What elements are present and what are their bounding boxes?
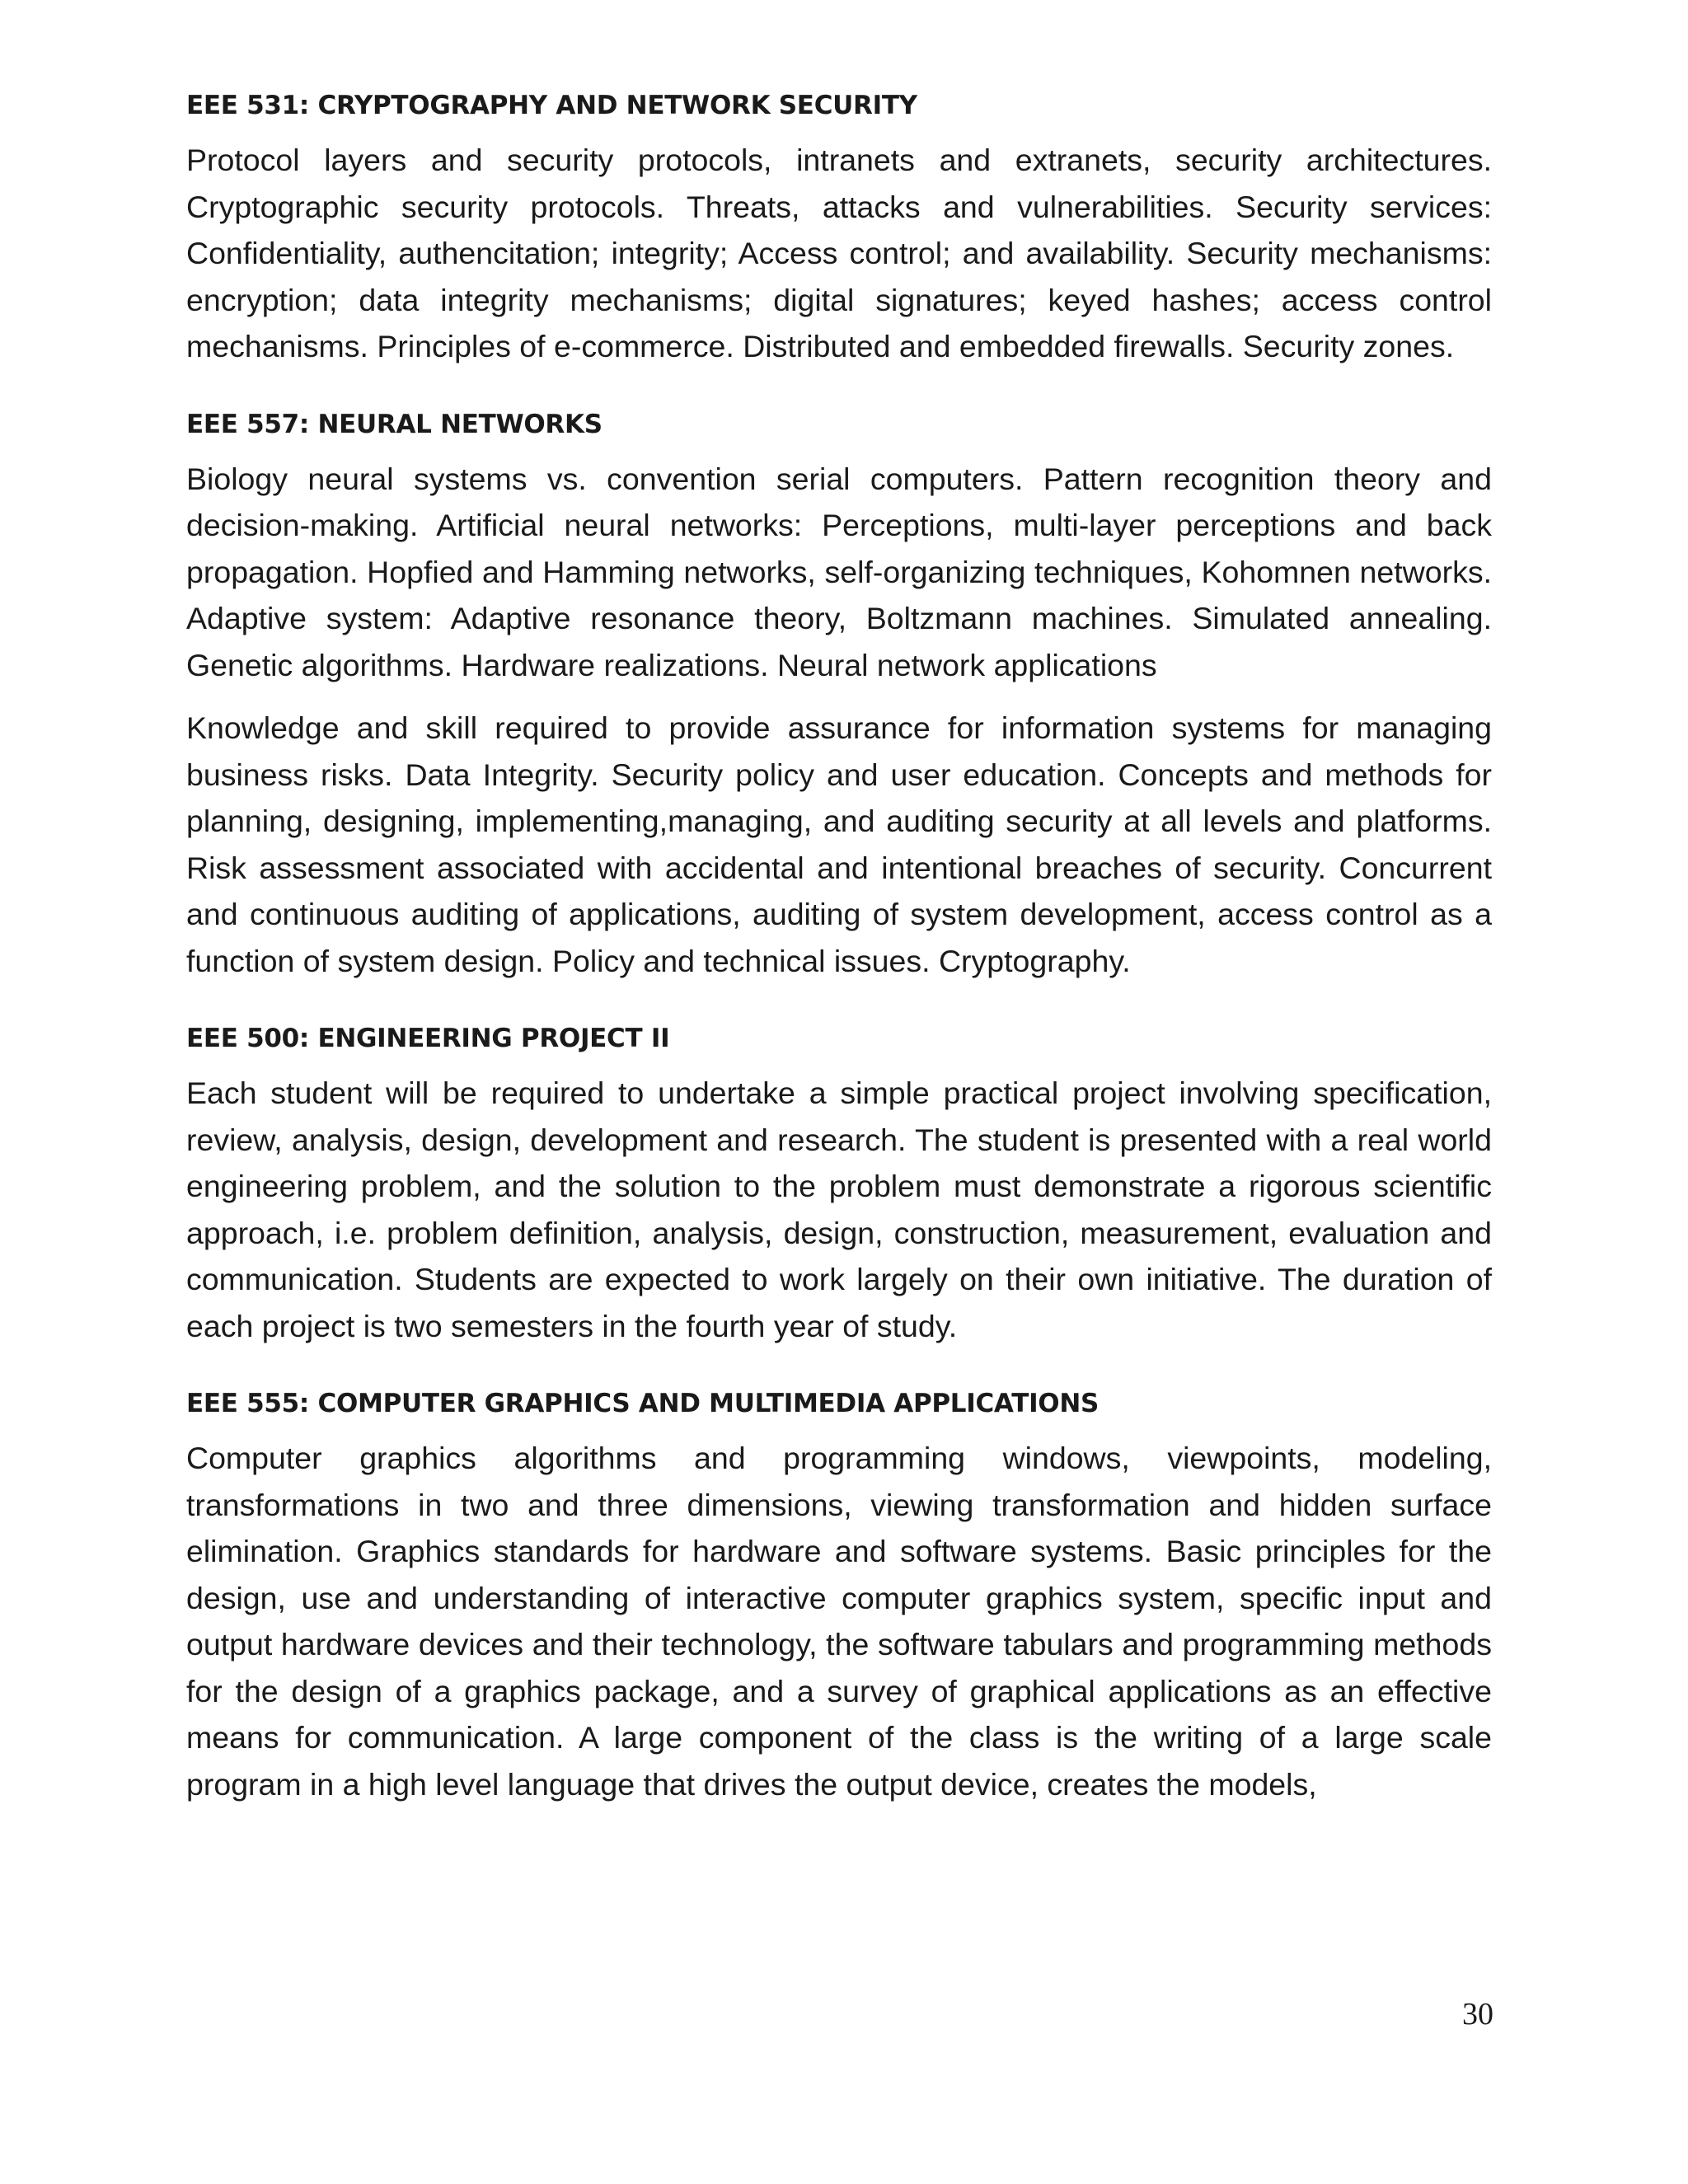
section-gap [186,387,1492,405]
course-description: Computer graphics algorithms and programming windows, viewpoints, modeling, transformations in two and three dimensions, viewing transformation and hidden surface elimination. Graphics standards for hardware and software systems. Basic principles for the design, use and understanding of interactive computer graphics system, specific input and output hardware devices and their technology, the software tabulars and programming methods for the design of a graphics package, and a survey of graphical applications as an effective means for communication. A large component of the class is the writing of a large scale program in a high level language that drives the output device, creates the models, [186,1441,1492,1802]
course-section-eee500 [186,1019,1492,1349]
course-description: Each student will be required to undertake a simple practical project involving specification, review, analysis, design, development and research. The student is presented with a real world engineering problem, and the solution to the problem must demonstrate a rigorous scientific approach, i.e. problem definition, analysis, design, construction, measurement, evaluation and communication. Students are expected to work largely on their own initiative. The duration of each project is two semesters in the fourth year of study. [186,1076,1492,1343]
course-description: Protocol layers and security protocols, intranets and extranets, security architectures. Cryptographic security protocols. Threats, attacks and vulnerabilities. Security services: Confidentiality, authencitation; integrity; Access control; and availability. Security mechanisms: encryption; data integrity mechanisms; digital signatures; keyed hashes; access control mechanisms. Principles of e-commerce. Distributed and embedded firewalls. Security zones. [186,143,1492,363]
course-heading: EEE 555: COMPUTER GRAPHICS AND MULTIMEDIA APPLICATIONS [186,1389,1100,1418]
section-gap [186,1001,1492,1019]
course-section-eee555 [186,1384,1492,1807]
page-number: 30 [1462,1997,1493,2032]
course-section-eee531 [186,86,1492,370]
course-section-eee557 [186,405,1492,985]
course-heading: EEE 531: CRYPTOGRAPHY AND NETWORK SECURITY [186,91,917,120]
course-description: Biology neural systems vs. convention serial computers. Pattern recognition theory and decision-making. Artificial neural networks: Perceptions, multi-layer perceptions and back propagation. Hopfied and Hamming networks, self-organizing techniques, Kohomnen networks. Adaptive system: Adaptive resonance theory, Boltzmann machines. Simulated annealing. Genetic algorithms. Hardware realizations. Neural network applications [186,461,1492,682]
page-body [186,86,1492,1824]
course-description: Knowledge and skill required to provide assurance for information systems for managing business risks. Data Integrity. Security policy and user education. Concepts and methods for planning, designing, implementing,managing, and auditing security at all levels and platforms. Risk assessment associated with accidental and intentional breaches of security. Concurrent and continuous auditing of applications, auditing of system development, access control as a function of system design. Policy and technical issues. Cryptography. [186,710,1492,978]
section-gap [186,1366,1492,1384]
course-heading: EEE 500: ENGINEERING PROJECT II [186,1024,670,1053]
course-heading: EEE 557: NEURAL NETWORKS [186,409,603,439]
